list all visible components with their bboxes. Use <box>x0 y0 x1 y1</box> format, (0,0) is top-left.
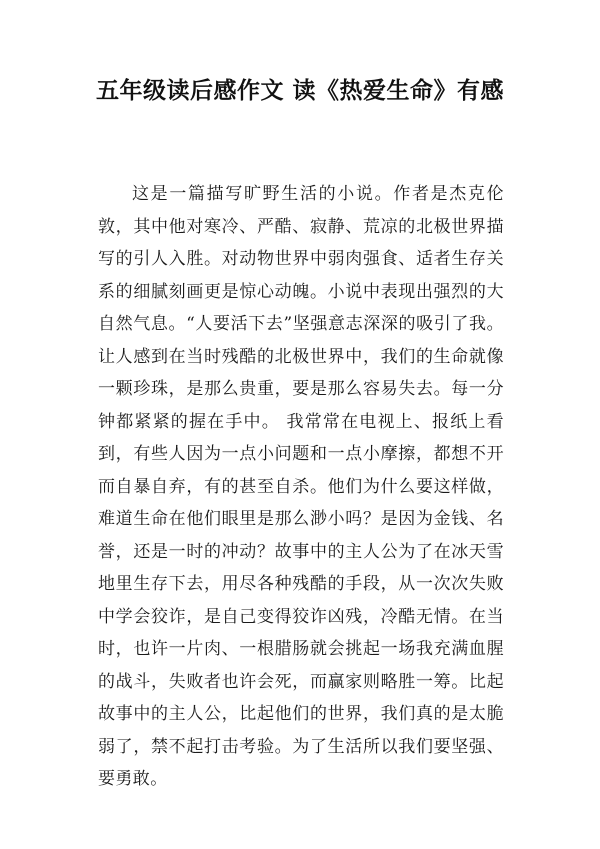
document-title: 五年级读后感作文 读《热爱生命》有感 <box>95 78 504 104</box>
document-body-paragraph: 这是一篇描写旷野生活的小说。作者是杰克伦敦，其中他对寒冷、严酷、寂静、荒凉的北极世界描写的引人入胜。对动物世界中弱肉强食、适者生存关系的细腻刻画更是惊心动魄。小说中表现出强烈的大自然气息。“人要活下去”坚强意志深深的吸引了我。让人感到在当时残酷的北极世界中，我们的生命就像一颗珍珠，是那么贵重，要是那么容易失去。每一分钟都紧紧的握在手中。 我常常在电视上、报纸上看到，有些人因为一点小问题和一点小摩擦，都想不开而自暴自弃，有的甚至自杀。他们为什么要这样做，难道生命在他们眼里是那么渺小吗？是因为金钱、名誉，还是一时的冲动？故事中的主人公为了在冰天雪地里生存下去，用尽各种残酷的手段，从一次次失败中学会狡诈，是自己变得狡诈凶残，冷酷无情。在当时，也许一片肉、一根腊肠就会挑起一场我充满血腥的战斗，失败者也许会死，而赢家则略胜一筹。比起故事中的主人公，比起他们的世界，我们真的是太脆弱了，禁不起打击考验。为了生活所以我们要坚强、要勇敢。 <box>98 184 504 789</box>
